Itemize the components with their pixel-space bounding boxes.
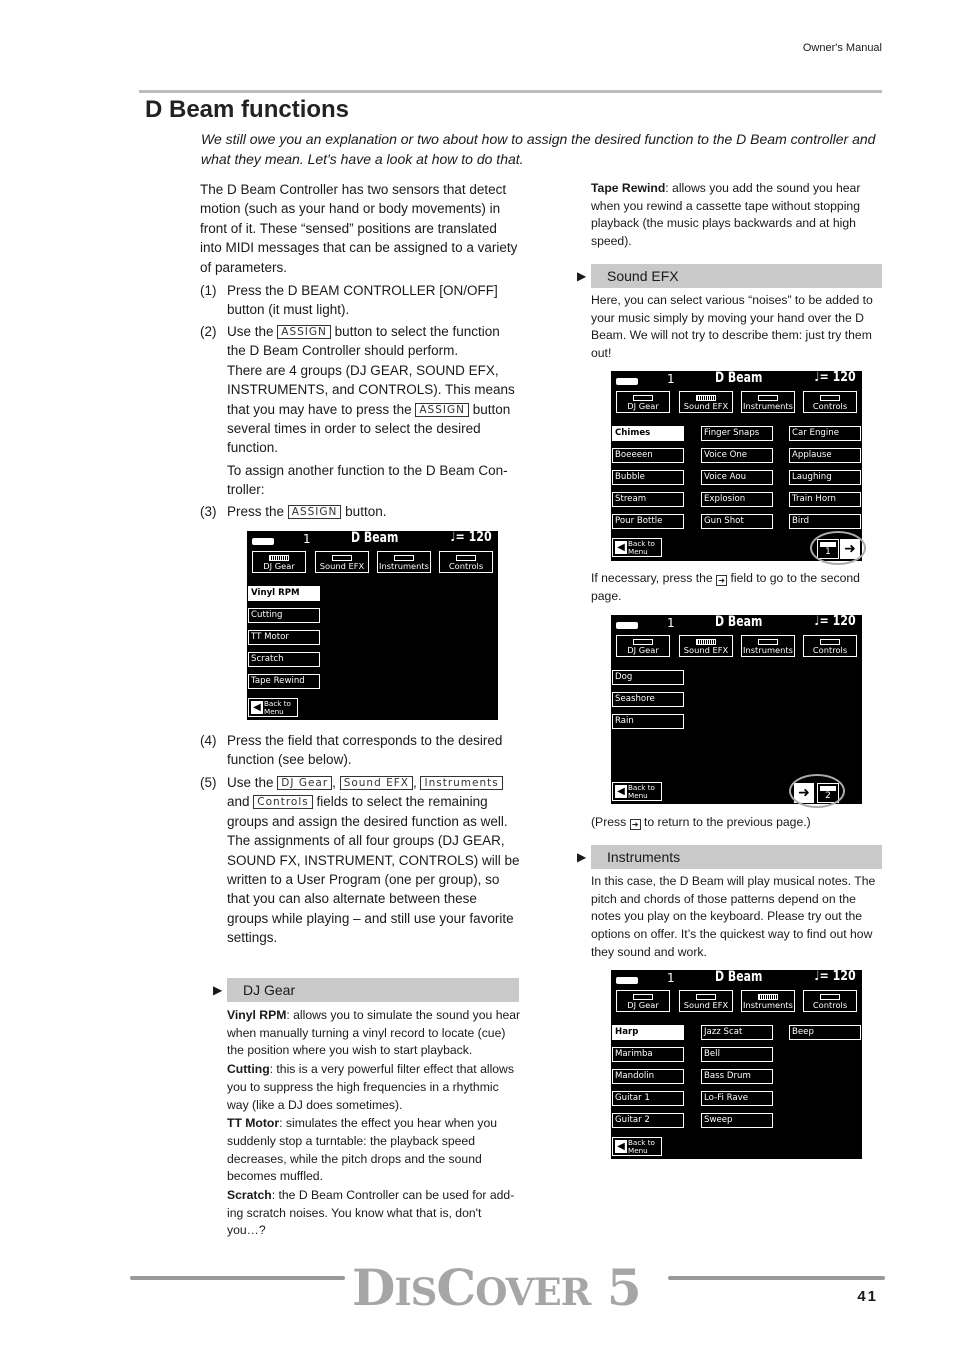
term: Vinyl RPM <box>227 1008 287 1022</box>
lcd-tempo: ♩= 120 <box>814 614 856 629</box>
tab-label: DJ Gear <box>627 401 659 411</box>
tab-controls[interactable] <box>439 551 493 573</box>
intro-text: We still owe you an explanation or two about how to assign the desired function to the D Beam controller and what they mean. Let's have a look at how to do that. <box>201 131 876 167</box>
field-jazz-scat[interactable]: Jazz Scat <box>701 1025 773 1040</box>
lcd-part: 1 <box>667 616 675 630</box>
lcd-part: 1 <box>667 372 675 386</box>
field-rain[interactable]: Rain <box>612 714 684 729</box>
field-beep[interactable]: Beep <box>789 1025 861 1040</box>
footer-rule-left <box>130 1276 345 1280</box>
previous-page-note <box>591 814 882 832</box>
sound-efx-text: Here, you can select various “noises” to be added to your music simply by moving your hand over the D Beam. We will not try to describe them: just try them out! <box>591 293 873 361</box>
tab-sound-efx[interactable] <box>679 391 733 413</box>
tab-label: DJ Gear <box>263 561 295 571</box>
tab-dj-gear[interactable] <box>616 391 670 413</box>
lcd-part: 1 <box>667 971 675 985</box>
back-label-line: Back to <box>628 1138 655 1147</box>
desc-scratch <box>227 1187 521 1240</box>
note-text: If necessary, press the <box>591 571 713 585</box>
field-harp[interactable]: Harp <box>612 1025 684 1040</box>
tab-label: Sound EFX <box>319 561 365 571</box>
field-seashore[interactable]: Seashore <box>612 692 684 707</box>
tab-instruments[interactable] <box>741 990 795 1012</box>
step-2 <box>200 322 520 500</box>
previous-page-arrow-icon[interactable]: ➜ <box>794 783 814 803</box>
tab-label: Controls <box>448 561 484 571</box>
assign-key: ASSIGN <box>288 505 342 519</box>
field-gun-shot[interactable]: Gun Shot <box>701 514 773 529</box>
previous-page-icon: ➜ <box>630 819 641 830</box>
back-label-line: Menu <box>628 546 648 556</box>
page-title: D Beam functions <box>145 96 350 123</box>
step-text-part: Use the <box>227 775 274 790</box>
back-to-menu-button[interactable] <box>248 698 298 717</box>
step-text-part: button to select the function the D Beam Controller should perform. <box>227 324 500 359</box>
lcd-title: D Beam <box>351 530 399 546</box>
sound-efx-key: Sound EFX <box>340 776 413 790</box>
section-heading: Sound EFX <box>607 268 679 284</box>
tab-instruments[interactable] <box>741 391 795 413</box>
step-text-part: The assignments of all four groups (DJ GEAR, SOUND FX, INSTRUMENT, CONTROLS) will be written to a User Program (one per group), so that you can also alternate between these groups while playing – and still use your favorite settings. <box>227 833 520 946</box>
desc-tt-motor <box>227 1115 521 1186</box>
assign-key: ASSIGN <box>277 325 331 339</box>
field-guitar-1[interactable]: Guitar 1 <box>612 1091 684 1106</box>
tab-controls[interactable] <box>803 635 857 657</box>
back-label <box>628 784 655 799</box>
step-text: Press the field that corresponds to the desired function (see below). <box>227 733 503 768</box>
desc-tape-rewind <box>591 180 882 251</box>
term: TT Motor <box>227 1116 280 1131</box>
section-sound-efx <box>577 264 882 288</box>
step-number: (4) <box>200 733 217 748</box>
back-label <box>628 540 655 555</box>
logo-part: IS <box>394 1270 437 1314</box>
definition: : allows you to simulate the sound you hear when manually turning a vinyl record to locate (cue) the position where you wish to start playback. <box>227 1008 521 1058</box>
tab-label: Sound EFX <box>683 401 729 411</box>
note-text: to return to the previous page.) <box>644 815 811 829</box>
tab-label: Sound EFX <box>683 645 729 655</box>
field-boeeeen[interactable]: Boeeeen <box>612 448 684 463</box>
field-voice-one[interactable]: Voice One <box>701 448 773 463</box>
lcd-part: 1 <box>303 532 311 546</box>
page-number: 2 <box>825 791 831 801</box>
highlight-circle <box>789 774 845 808</box>
field-train-horn[interactable]: Train Horn <box>789 492 861 507</box>
triangle-icon: ▶ <box>577 850 587 864</box>
tab-label: Controls <box>812 1000 848 1010</box>
field-mandolin[interactable]: Mandolin <box>612 1069 684 1084</box>
instruments-text: In this case, the D Beam will play musical notes. The pitch and chords of those patterns depend on the notes you play on the keyboard. Please try out the options on offer. It’s the quickest way to find out how they sound and work. <box>591 874 876 959</box>
hd-mark-icon <box>616 622 638 629</box>
lcd-djgear-screen <box>247 531 498 720</box>
tab-label: Instruments <box>379 561 429 571</box>
desc-vinyl-rpm <box>227 1007 521 1060</box>
field-pour-bottle[interactable]: Pour Bottle <box>612 514 684 529</box>
back-arrow-icon: ◀ <box>615 541 627 554</box>
step-text-part: fields to select the remaining groups and assign the desired function as well. <box>227 794 508 829</box>
step-text-part: Press the <box>227 504 285 519</box>
lcd-soundefx-page2 <box>611 615 862 804</box>
back-label-line: Menu <box>628 1145 648 1155</box>
field-vinyl-rpm[interactable]: Vinyl RPM <box>248 586 320 601</box>
footer-rule-right <box>668 1276 885 1280</box>
term: Cutting <box>227 1062 270 1077</box>
back-label-line: Menu <box>628 790 648 800</box>
step-text: Press the D BEAM CONTROLLER [ON/OFF] button (it must light). <box>227 283 498 318</box>
tab-label: Instruments <box>743 645 793 655</box>
back-label <box>264 700 291 715</box>
field-lofi-rave[interactable]: Lo-Fi Rave <box>701 1091 773 1106</box>
step-text: Use the DJ Gear , Sound EFX , Instruments and Controls fields to select the remaining groups and assign the desired function as well. The assignments of all four groups (DJ GEAR, SOUND FX, INSTRUMENT, CONTROLS) will be written to a User Program (one per group), so that you can also alternate between these groups while playing – and still use your favorite settings. <box>227 773 520 948</box>
lcd-instruments-screen <box>611 970 862 1159</box>
tab-controls[interactable] <box>803 391 857 413</box>
back-to-menu-button[interactable] <box>612 782 662 801</box>
page-number: 1 <box>825 547 831 557</box>
step-text-part: There are 4 groups (DJ GEAR, SOUND EFX, INSTRUMENTS, and CONTROLS). This means that you may have to press the <box>227 362 515 417</box>
step-5 <box>200 773 520 948</box>
field-sweep[interactable]: Sweep <box>701 1113 773 1128</box>
top-rule <box>139 90 882 93</box>
field-guitar-2[interactable]: Guitar 2 <box>612 1113 684 1128</box>
tab-instruments[interactable] <box>741 635 795 657</box>
field-dog[interactable]: Dog <box>612 670 684 685</box>
step-1 <box>200 281 520 320</box>
back-label-line: Back to <box>264 699 291 708</box>
section-heading: DJ Gear <box>243 982 296 998</box>
logo-part: OVER <box>475 1270 591 1314</box>
field-scratch[interactable]: Scratch <box>248 652 320 667</box>
field-bass-drum[interactable]: Bass Drum <box>701 1069 773 1084</box>
step-text-part: button. <box>345 504 387 519</box>
lcd-title: D Beam <box>715 969 763 985</box>
step-3 <box>200 502 520 521</box>
tab-controls[interactable] <box>803 990 857 1012</box>
term: Tape Rewind <box>591 181 666 195</box>
next-page-icon: ➜ <box>716 575 727 586</box>
triangle-icon: ▶ <box>577 269 587 283</box>
step-number: (1) <box>200 283 217 298</box>
back-label <box>628 1139 655 1154</box>
definition: : the D Beam Controller can be used for adding scratch noises. You know what that is, don't you…? <box>227 1188 515 1238</box>
step-text <box>227 322 520 500</box>
back-arrow-icon: ◀ <box>615 1140 627 1153</box>
intro-paragraph: The D Beam Controller has two sensors that detect motion (such as your hand or body movements) in front of it. These “sensed” positions are translated into MIDI messages that can be assigned to a variety of parameters. <box>200 182 518 275</box>
tab-sound-efx[interactable] <box>679 635 733 657</box>
step-text-part: and <box>227 794 250 810</box>
lcd-soundefx-page1 <box>611 371 862 561</box>
note-text: field to go to the second page. <box>591 571 860 603</box>
back-label-line: Menu <box>264 706 284 716</box>
tab-sound-efx[interactable] <box>679 990 733 1012</box>
field-applause[interactable]: Applause <box>789 448 861 463</box>
next-page-arrow-icon[interactable]: ➜ <box>840 539 860 559</box>
logo-part: 5 <box>590 1258 641 1317</box>
field-finger-snaps[interactable]: Finger Snaps <box>701 426 773 441</box>
controls-key: Controls <box>253 795 312 809</box>
back-arrow-icon: ◀ <box>251 701 263 714</box>
section-heading: Instruments <box>607 849 681 865</box>
triangle-icon: ▶ <box>213 983 223 997</box>
back-to-menu-button[interactable] <box>612 538 662 557</box>
field-explosion[interactable]: Explosion <box>701 492 773 507</box>
tab-dj-gear[interactable] <box>616 990 670 1012</box>
tab-label: Sound EFX <box>683 1000 729 1010</box>
tab-label: DJ Gear <box>627 645 659 655</box>
field-tape-rewind[interactable]: Tape Rewind <box>248 674 320 689</box>
definition: : allows you add the sound you hear when you rewind a cassette tape without stopping playback (the music plays backwards and at high speed). <box>591 181 861 249</box>
field-stream[interactable]: Stream <box>612 492 684 507</box>
field-marimba[interactable]: Marimba <box>612 1047 684 1062</box>
field-cutting[interactable]: Cutting <box>248 608 320 623</box>
page-number: 41 <box>857 1288 878 1305</box>
discover-5-logo <box>352 1258 672 1318</box>
step-text-part: button several times in order to select the desired function. <box>227 401 511 456</box>
assign-key: ASSIGN <box>415 403 469 417</box>
step-text-part: To assign another function to the D Beam Controller: <box>227 462 508 498</box>
field-car-engine[interactable]: Car Engine <box>789 426 861 441</box>
step-4 <box>200 731 520 770</box>
hd-mark-icon <box>616 378 638 385</box>
dj-gear-key: DJ Gear <box>277 776 332 790</box>
section-instruments <box>577 845 882 869</box>
field-laughing[interactable]: Laughing <box>789 470 861 485</box>
definition: : simulates the effect you hear when you suddenly stop a turntable: the playback speed decreases, while the pitch drops and the sound becomes muffled. <box>227 1116 498 1184</box>
step-number: (5) <box>200 775 217 790</box>
lcd-title: D Beam <box>715 614 763 630</box>
tab-label: Controls <box>812 645 848 655</box>
definition: : this is a very powerful filter effect that allows you to suppress the high frequencies in a rhythmic way (like a DJ does sometimes). <box>227 1062 514 1112</box>
hd-mark-icon <box>252 538 274 545</box>
tab-label: Instruments <box>743 1000 793 1010</box>
lcd-tempo: ♩= 120 <box>814 370 856 385</box>
logo-part: C <box>436 1258 476 1317</box>
back-label-line: Back to <box>628 783 655 792</box>
tab-label: DJ Gear <box>627 1000 659 1010</box>
term: Scratch <box>227 1188 272 1203</box>
lcd-title: D Beam <box>715 370 763 386</box>
back-to-menu-button[interactable] <box>612 1137 662 1156</box>
highlight-circle <box>810 531 866 565</box>
step-number: (2) <box>200 324 217 339</box>
tab-label: Instruments <box>743 401 793 411</box>
note-text: (Press <box>591 815 627 829</box>
tab-instruments[interactable] <box>377 551 431 573</box>
field-bell[interactable]: Bell <box>701 1047 773 1062</box>
field-tt-motor[interactable]: TT Motor <box>248 630 320 645</box>
tab-sound-efx[interactable] <box>315 551 369 573</box>
logo-part: D <box>352 1258 395 1317</box>
section-dj-gear <box>213 978 519 1002</box>
tab-label: Controls <box>812 401 848 411</box>
next-page-note <box>591 570 882 605</box>
field-bubble[interactable]: Bubble <box>612 470 684 485</box>
tab-dj-gear[interactable] <box>616 635 670 657</box>
step-text-part: Use the <box>227 324 274 339</box>
tab-dj-gear[interactable] <box>252 551 306 573</box>
lcd-tempo: ♩= 120 <box>450 530 492 545</box>
field-chimes[interactable]: Chimes <box>612 426 684 441</box>
back-arrow-icon: ◀ <box>615 785 627 798</box>
dj-gear-descriptions <box>227 1007 521 1240</box>
lcd-tempo: ♩= 120 <box>814 969 856 984</box>
instruments-key: Instruments <box>420 776 502 790</box>
step-number: (3) <box>200 504 217 519</box>
field-voice-aou[interactable]: Voice Aou <box>701 470 773 485</box>
step-text <box>227 502 520 521</box>
hd-mark-icon <box>616 977 638 984</box>
back-label-line: Back to <box>628 539 655 548</box>
desc-cutting <box>227 1061 521 1114</box>
field-bird[interactable]: Bird <box>789 514 861 529</box>
header-label: Owner's Manual <box>802 42 882 54</box>
